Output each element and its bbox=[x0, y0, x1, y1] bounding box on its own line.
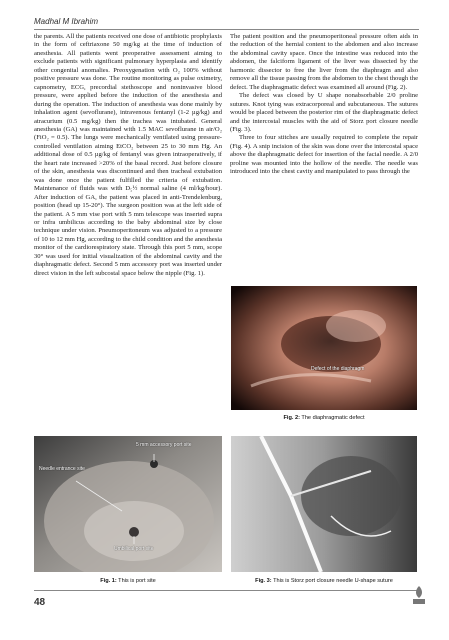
figure-2-image bbox=[231, 286, 417, 410]
right-paragraph-2: The defect was closed by U shape nonabsorbable 2/0 proline sutures. Knot tying was extracorporeal and subcutaneous. The sutures would be placed between the posterior rim of the diaphragmatic defect and the intercostal muscles with the aid of Storz port closure needle (Fig. 3). bbox=[230, 92, 418, 133]
figure-2-caption-text: The diaphragmatic defect bbox=[301, 415, 365, 421]
figure-1-label-needle-entrance: Needle entrance site bbox=[39, 466, 85, 472]
figure-1-caption-text: This is port site bbox=[118, 578, 156, 584]
figure-2-caption-number: Fig. 2: bbox=[283, 415, 300, 421]
figure-2-caption bbox=[231, 415, 417, 421]
right-column bbox=[230, 33, 418, 177]
header-rule bbox=[34, 29, 419, 30]
figure-1-image bbox=[34, 436, 222, 572]
figure-1-caption bbox=[34, 578, 222, 584]
left-column bbox=[34, 33, 222, 278]
laparoscopic-defect-photo bbox=[231, 286, 417, 410]
figure-1-label-umbilical-port: Umbilical port site bbox=[114, 546, 154, 552]
running-title: Madhal M Ibrahim bbox=[34, 17, 99, 26]
figure-1-caption-number: Fig. 1: bbox=[100, 578, 117, 584]
figure-3-image bbox=[231, 436, 417, 572]
left-paragraph-1: the parents. All the patients received one dose of antibiotic prophylaxis in the form of ceftriaxone 50 mg/kg at the time of induction of anesthesia. All patients went preoperative assessment aiming to exclude patients with significant pulmonary hyperplasia and identify other congenital anomalies. Preoxygenation with O₂ 100% without positive pressure was done. The routine monitoring as pulse oximetry, capnometry, ECG, precordial stethoscope and noninvasive blood pressure, were applied before the induction of the anesthesia and during the operation. The induction of anesthesia was done mainly by inhalation agent (sevoflurane), intravenous fentanyl (1-2 µg/kg) and atracurium (0.5 mg/kg) then the trachea was intubated. General anesthesia (GA) was maintained with 1.5 MAC sevoflurane in air/O₂ (FiO₂ = 0.5). The lungs were mechanically ventilated using pressure-controlled ventilation aiming EtCO₂ between 25 to 30 mm Hg. An additional dose of 0.5 µg/kg of fentanyl was given intraoperatively, if the heart rate increased >20% of the basal record. Just before closure of the skin, anesthesia was discontinued and then tracheal extubation was done once the patient fulfilled the criteria of extubation. Maintenance of fluids was with D₅½ normal saline (4 ml/kg/hour). After induction of GA, the patient was placed in anti-Trendelenburg, position (head up 15-20°). The surgeon position was at the left side of the patient. A 5 mm vise port with 5 mm telescope was inserted supra or infra umbilicus according to the baby abdominal size by close technique under vision. Pneumoperitoneum was adjusted to a pressure of 10 to 12 mm Hg, according to the child condition and the anesthesia monitor of the cardiorespiratory state. Through this port 5 mm, scope 30° was used for initial visualization of the abdominal cavity and the diaphragmatic defect. Second 5 mm accessory port was inserted under direct vision in the left subcostal space below the nipple (Fig. 1). bbox=[34, 33, 222, 277]
footer-rule bbox=[34, 590, 419, 591]
right-paragraph-1: The patient position and the pneumoperitoneal pressure often aids in the reduction of the hernial content to the abdomen and also increase the abdominal cavity space. Once the intestine was reduced into the abdomen, the falciform ligament of the liver was dissected by the harmonic dissector to free the liver from the diaphragm and also remove all the tissue passing from the abdomen to the chest though the defect. The diaphragmatic defect was examined all around (Fig. 2). bbox=[230, 33, 418, 91]
page-number: 48 bbox=[34, 597, 46, 608]
figure-3-caption bbox=[231, 578, 417, 584]
right-paragraph-3: Three to four stitches are usually required to complete the repair (Fig. 4). A snip incision of the skin was done over the intercostal space above the diaphragmatic defect for insertion of the facial needle. A 2/0 proline was mounted into the hollow of the needle. The needle was introduced into the chest cavity and manipulated to pass through the bbox=[230, 134, 418, 176]
figure-3-caption-number: Fig. 3: bbox=[255, 578, 272, 584]
publisher-logo-icon bbox=[411, 584, 427, 610]
figure-3-caption-text: This is Storz port closure needle U-shape suture bbox=[273, 578, 393, 584]
figure-1-label-accessory-port: 5 mm accessory port site bbox=[136, 442, 192, 448]
storz-needle-photo bbox=[231, 436, 417, 572]
figure-2-label: Defect of the diaphragm bbox=[311, 366, 365, 372]
publisher-logo bbox=[411, 584, 427, 610]
